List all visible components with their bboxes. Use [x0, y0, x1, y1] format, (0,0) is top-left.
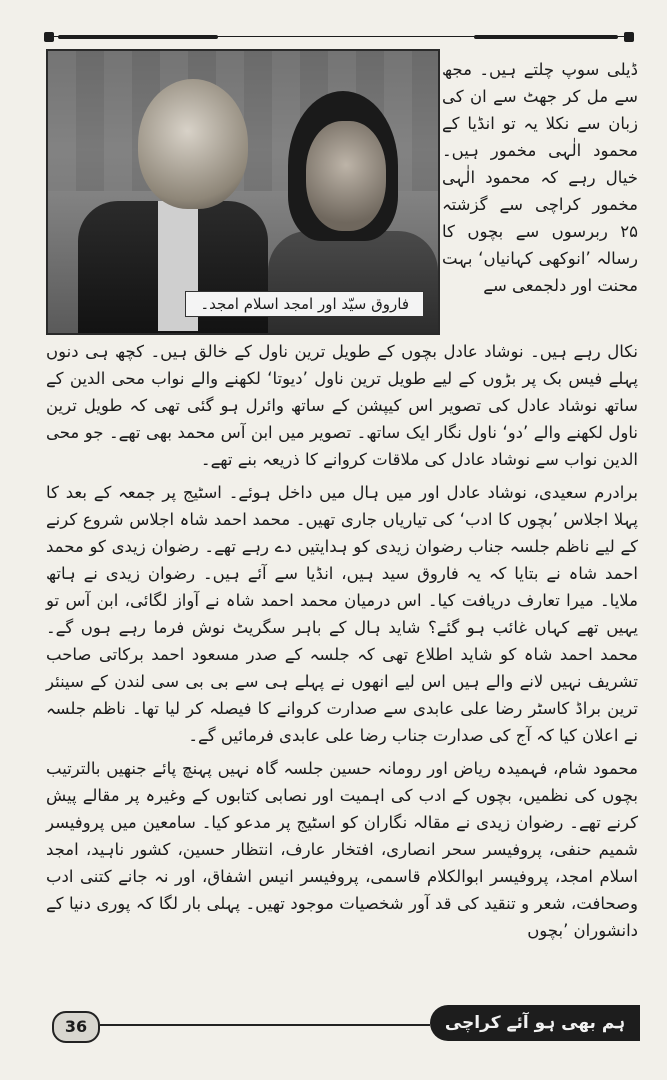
main-body-text — [46, 338, 638, 950]
running-title: ہم بھی ہو آئے کراچی — [430, 1005, 640, 1041]
side-paragraph: ڈیلی سوپ چلتے ہیں۔ مجھ سے مل کر جھٹ سے ان کی زبان سے نکلا یہ تو انڈیا کے محمود الٰہی مخمور ہیں۔ خیال رہے کہ محمود الٰہی مخمور کراچی سے گزشتہ ۲۵ ربرسوں سے بچوں کا رسالہ ’انوکھی کہانیاں‘ بہت محنت اور دلجمعی سے — [442, 60, 638, 295]
side-column-text — [442, 56, 638, 299]
top-decorative-rule — [44, 30, 634, 44]
article-photo — [46, 49, 440, 335]
page-number: 36 — [52, 1011, 100, 1043]
footer-divider — [100, 1024, 430, 1026]
body-paragraph-2: برادرم سعیدی، نوشاد عادل اور میں ہال میں داخل ہوئے۔ اسٹیج پر جمعہ کے بعد کا پہلا اجلاس ’بچوں کا ادب‘ کی تیاریاں جاری تھیں۔ محمد احمد شاہ اجلاس شروع کرنے کے لیے ناظم جلسہ جناب رضوان زیدی کو ہدایتیں دے رہے تھے۔ رضوان زیدی کو محمد احمد شاہ نے بتایا کہ یہ فاروق سید ہیں، انڈیا سے آئے ہیں۔ رضوان زیدی نے ہاتھ ملایا۔ میرا تعارف دریافت کیا۔ اس درمیان محمد احمد شاہ نے آواز لگائی، ابن آس تو یہیں تھے کہاں غائب ہو گئے؟ شاید ہال کے باہر سگریٹ نوش فرما رہے ہوں گے۔ محمد احمد شاہ کو شاید اطلاع تھی کہ جلسہ کے صدر مسعود احمد برکاتی صاحب تشریف نہیں لانے والے ہیں اس لیے انھوں نے پہلے ہی سے بی بی سی لندن کے سینئر ترین براڈ کاسٹر رضا علی عابدی سے صدارت کروانے کا فیصلہ کر لیا تھا۔ ناظم جلسہ نے اعلان کیا کہ آج کی صدارت جناب رضا علی عابدی فرمائیں گے۔ — [46, 483, 638, 745]
photo-caption: فاروق سیّد اور امجد اسلام امجد۔ — [185, 291, 424, 317]
body-paragraph-1: نکال رہے ہیں۔ نوشاد عادل بچوں کے طویل ترین ناول کے خالق ہیں۔ کچھ ہی دنوں پہلے فیس بک پر بڑوں کے لیے طویل ترین ناول ’دیوتا‘ لکھنے والے نواب محی الدین کے ساتھ نوشاد عادل کی تصویر اس کیپشن کے ساتھ وائرل ہو گئی تھی کہ طویل ترین ناول لکھنے والے ’دو‘ ناول نگار ایک ساتھ۔ تصویر میں ابن آس محمد بھی تھے۔ جو محی الدین نواب سے نوشاد عادل کی ملاقات کروانے کا ذریعہ بنے تھے۔ — [46, 342, 638, 469]
body-paragraph-3: محمود شام، فہمیدہ ریاض اور رومانہ حسین جلسہ گاہ نہیں پہنچ پائے جنھیں بالترتیب بچوں کی نظمیں، بچوں کے ادب کی اہمیت اور نصابی کتابوں کے وغیرہ پر مقالے پیش کرنے تھے۔ رضوان زیدی نے مقالہ نگاران کو اسٹیج پر مدعو کیا۔ سامعین میں پروفیسر شمیم حنفی، پروفیسر سحر انصاری، افتخار عارف، انتظار حسین، کشور ناہید، امجد اسلام امجد، پروفیسر ابوالکلام قاسمی، پروفیسر انیس اشفاق، اور نہ جانے کتنی ادب وصحافت، شعر و تنقید کی قد آور شخصیات موجود تھیں۔ پہلی بار لگا کہ پوری دنیا کے دانشوران ’بچوں — [46, 759, 638, 940]
